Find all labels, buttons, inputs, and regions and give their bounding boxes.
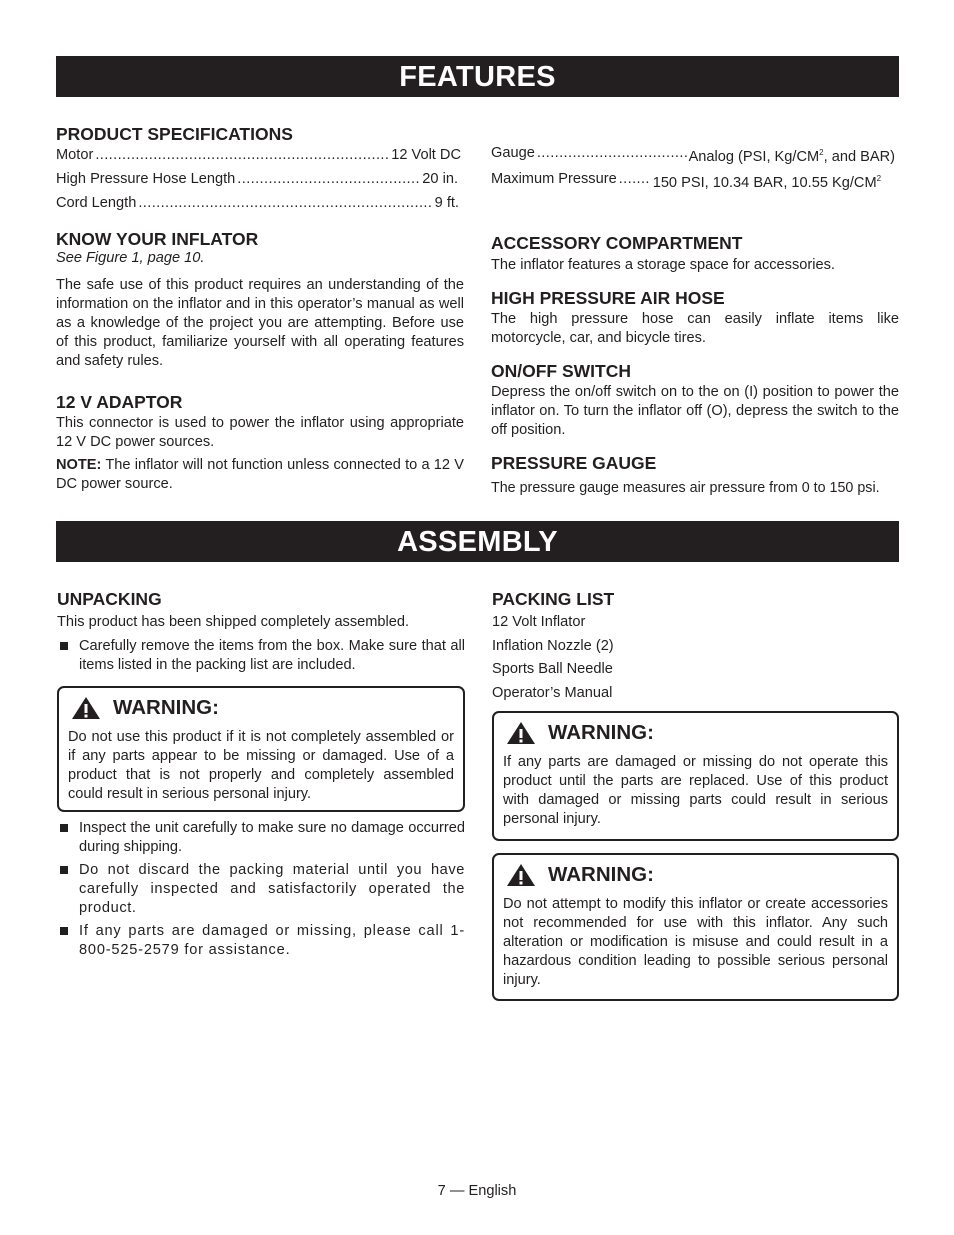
unpacking-bullet: Inspect the unit carefully to make sure no damage occurred during shipping. [57, 819, 465, 857]
warning-triangle-icon [506, 863, 536, 887]
warning-title: WARNING: [68, 696, 454, 720]
on-off-switch-heading: ON/OFF SWITCH [491, 360, 631, 381]
spec-row-gauge [491, 141, 895, 169]
accessory-compartment-heading: ACCESSORY COMPARTMENT [491, 232, 743, 253]
packing-list [492, 611, 900, 705]
know-your-inflator-heading: KNOW YOUR INFLATOR [56, 229, 259, 249]
spec-label: Motor [56, 147, 94, 163]
adaptor-note [56, 456, 464, 494]
warning-box-assembled [57, 686, 465, 812]
packing-list-item: 12 Volt Inflator [492, 614, 586, 630]
warning-text: If any parts are damaged or missing do not operate this product until the parts are replaced. Use of this product with damaged or missing parts could result in serious personal injury. [503, 754, 888, 827]
spec-value: Analog (PSI, $Kg/CM^2$, and BAR) [688, 148, 895, 165]
warning-title: WARNING: [503, 721, 888, 745]
assembly-left-bullets [57, 819, 465, 960]
know-your-inflator-text: The safe use of this product requires an understanding of the information on the inflator and in this operator’s manual as well as a knowledge of the project you are attempting. Before use of this product, familiarize yourself with all operating features and safety rules. [56, 277, 464, 369]
features-right-column [491, 141, 899, 498]
spec-leader [138, 191, 432, 215]
assembly-banner: ASSEMBLY [56, 521, 899, 562]
spec-list [56, 143, 464, 215]
pressure-gauge-text: The pressure gauge measures air pressure from 0 to 150 psi. [491, 479, 880, 496]
spec-leader [237, 167, 420, 191]
spec-label: High Pressure Hose Length [56, 171, 236, 187]
spec-label: Maximum Pressure [491, 170, 617, 187]
warning-title: WARNING: [503, 863, 888, 887]
spec-value: 12 Volt DC [391, 147, 461, 163]
spec-row-hose-length [56, 167, 458, 191]
note-text: The inflator will not function unless connected to a 12 V DC power source. [56, 457, 464, 492]
warning-box-damaged-parts [492, 711, 899, 841]
warning-box-modify [492, 853, 899, 1001]
unpacking-heading: UNPACKING [57, 589, 162, 609]
features-left-column [56, 124, 464, 494]
unpacking-intro: This product has been shipped completely assembled. [57, 614, 410, 630]
spec-row-cord-length [56, 191, 459, 215]
unpacking-bullet: If any parts are damaged or missing, please call 1-800-525-2579 for assistance. [57, 922, 465, 960]
air-hose-heading: HIGH PRESSURE AIR HOSE [491, 287, 725, 308]
spec-row-max-pressure [491, 167, 896, 195]
assembly-left-column [57, 589, 465, 675]
accessory-compartment-text: The inflator features a storage space for accessories. [491, 256, 835, 273]
warning-triangle-icon [71, 696, 101, 720]
pressure-gauge-heading: PRESSURE GAUGE [491, 452, 657, 473]
bullet-square-icon [60, 866, 68, 874]
warning-triangle-icon [506, 721, 536, 745]
spec-value: 20 in. [422, 171, 458, 187]
unpacking-bullet: Carefully remove the items from the box. Make sure that all items listed in the packing list are included. [57, 637, 465, 675]
bullet-square-icon [60, 642, 68, 650]
unpacking-bullet: Do not discard the packing material until you have carefully inspected and satisfactorily operated the product. [57, 861, 465, 918]
packing-list-item: Inflation Nozzle (2) [492, 637, 614, 654]
note-label: NOTE: [56, 457, 102, 473]
adaptor-text: This connector is used to power the inflator using appropriate 12 V DC power sources. [56, 415, 464, 450]
assembly-right-column [492, 589, 900, 705]
spec-value: 150 PSI, 10.34 BAR, 10.55 $Kg/CM^2$ [652, 173, 882, 191]
product-specifications-heading: PRODUCT SPECIFICATIONS [56, 124, 293, 144]
bullet-square-icon [60, 824, 68, 832]
figure-reference: See Figure 1, page 10. [56, 250, 205, 266]
features-banner: FEATURES [56, 56, 899, 97]
on-off-switch-text: Depress the on/off switch on to the on (I) position to power the inflator on. To turn the inflator off (O), depress the switch to the off position. [491, 383, 899, 438]
spec-leader [95, 143, 389, 167]
spec-leader [619, 167, 651, 195]
warning-text: Do not use this product if it is not completely assembled or if any parts appear to be missing or damaged. Use of a product that is not properly and completely assembled could result in serious personal injury. [68, 729, 454, 802]
spec-row-motor [56, 143, 461, 167]
spec-leader [537, 141, 687, 169]
packing-list-item: Sports Ball Needle [492, 661, 613, 677]
spec-label: Gauge [491, 145, 535, 161]
page-footer: 7 — English [437, 1183, 517, 1199]
adaptor-heading: 12 V ADAPTOR [56, 392, 183, 412]
spec-label: Cord Length [56, 195, 137, 211]
air-hose-text: The high pressure hose can easily inflate items like motorcycle, car, and bicycle tires. [491, 310, 899, 346]
packing-list-item: Operator’s Manual [492, 684, 613, 701]
packing-list-heading: PACKING LIST [492, 589, 615, 609]
bullet-square-icon [60, 927, 68, 935]
spec-value: 9 ft. [434, 195, 459, 211]
warning-text: Do not attempt to modify this inflator or create accessories not recommended for use with this inflator. Any such alteration or modification is misuse and could result in a hazardous condition leading to possible serious personal injury. [503, 896, 888, 988]
